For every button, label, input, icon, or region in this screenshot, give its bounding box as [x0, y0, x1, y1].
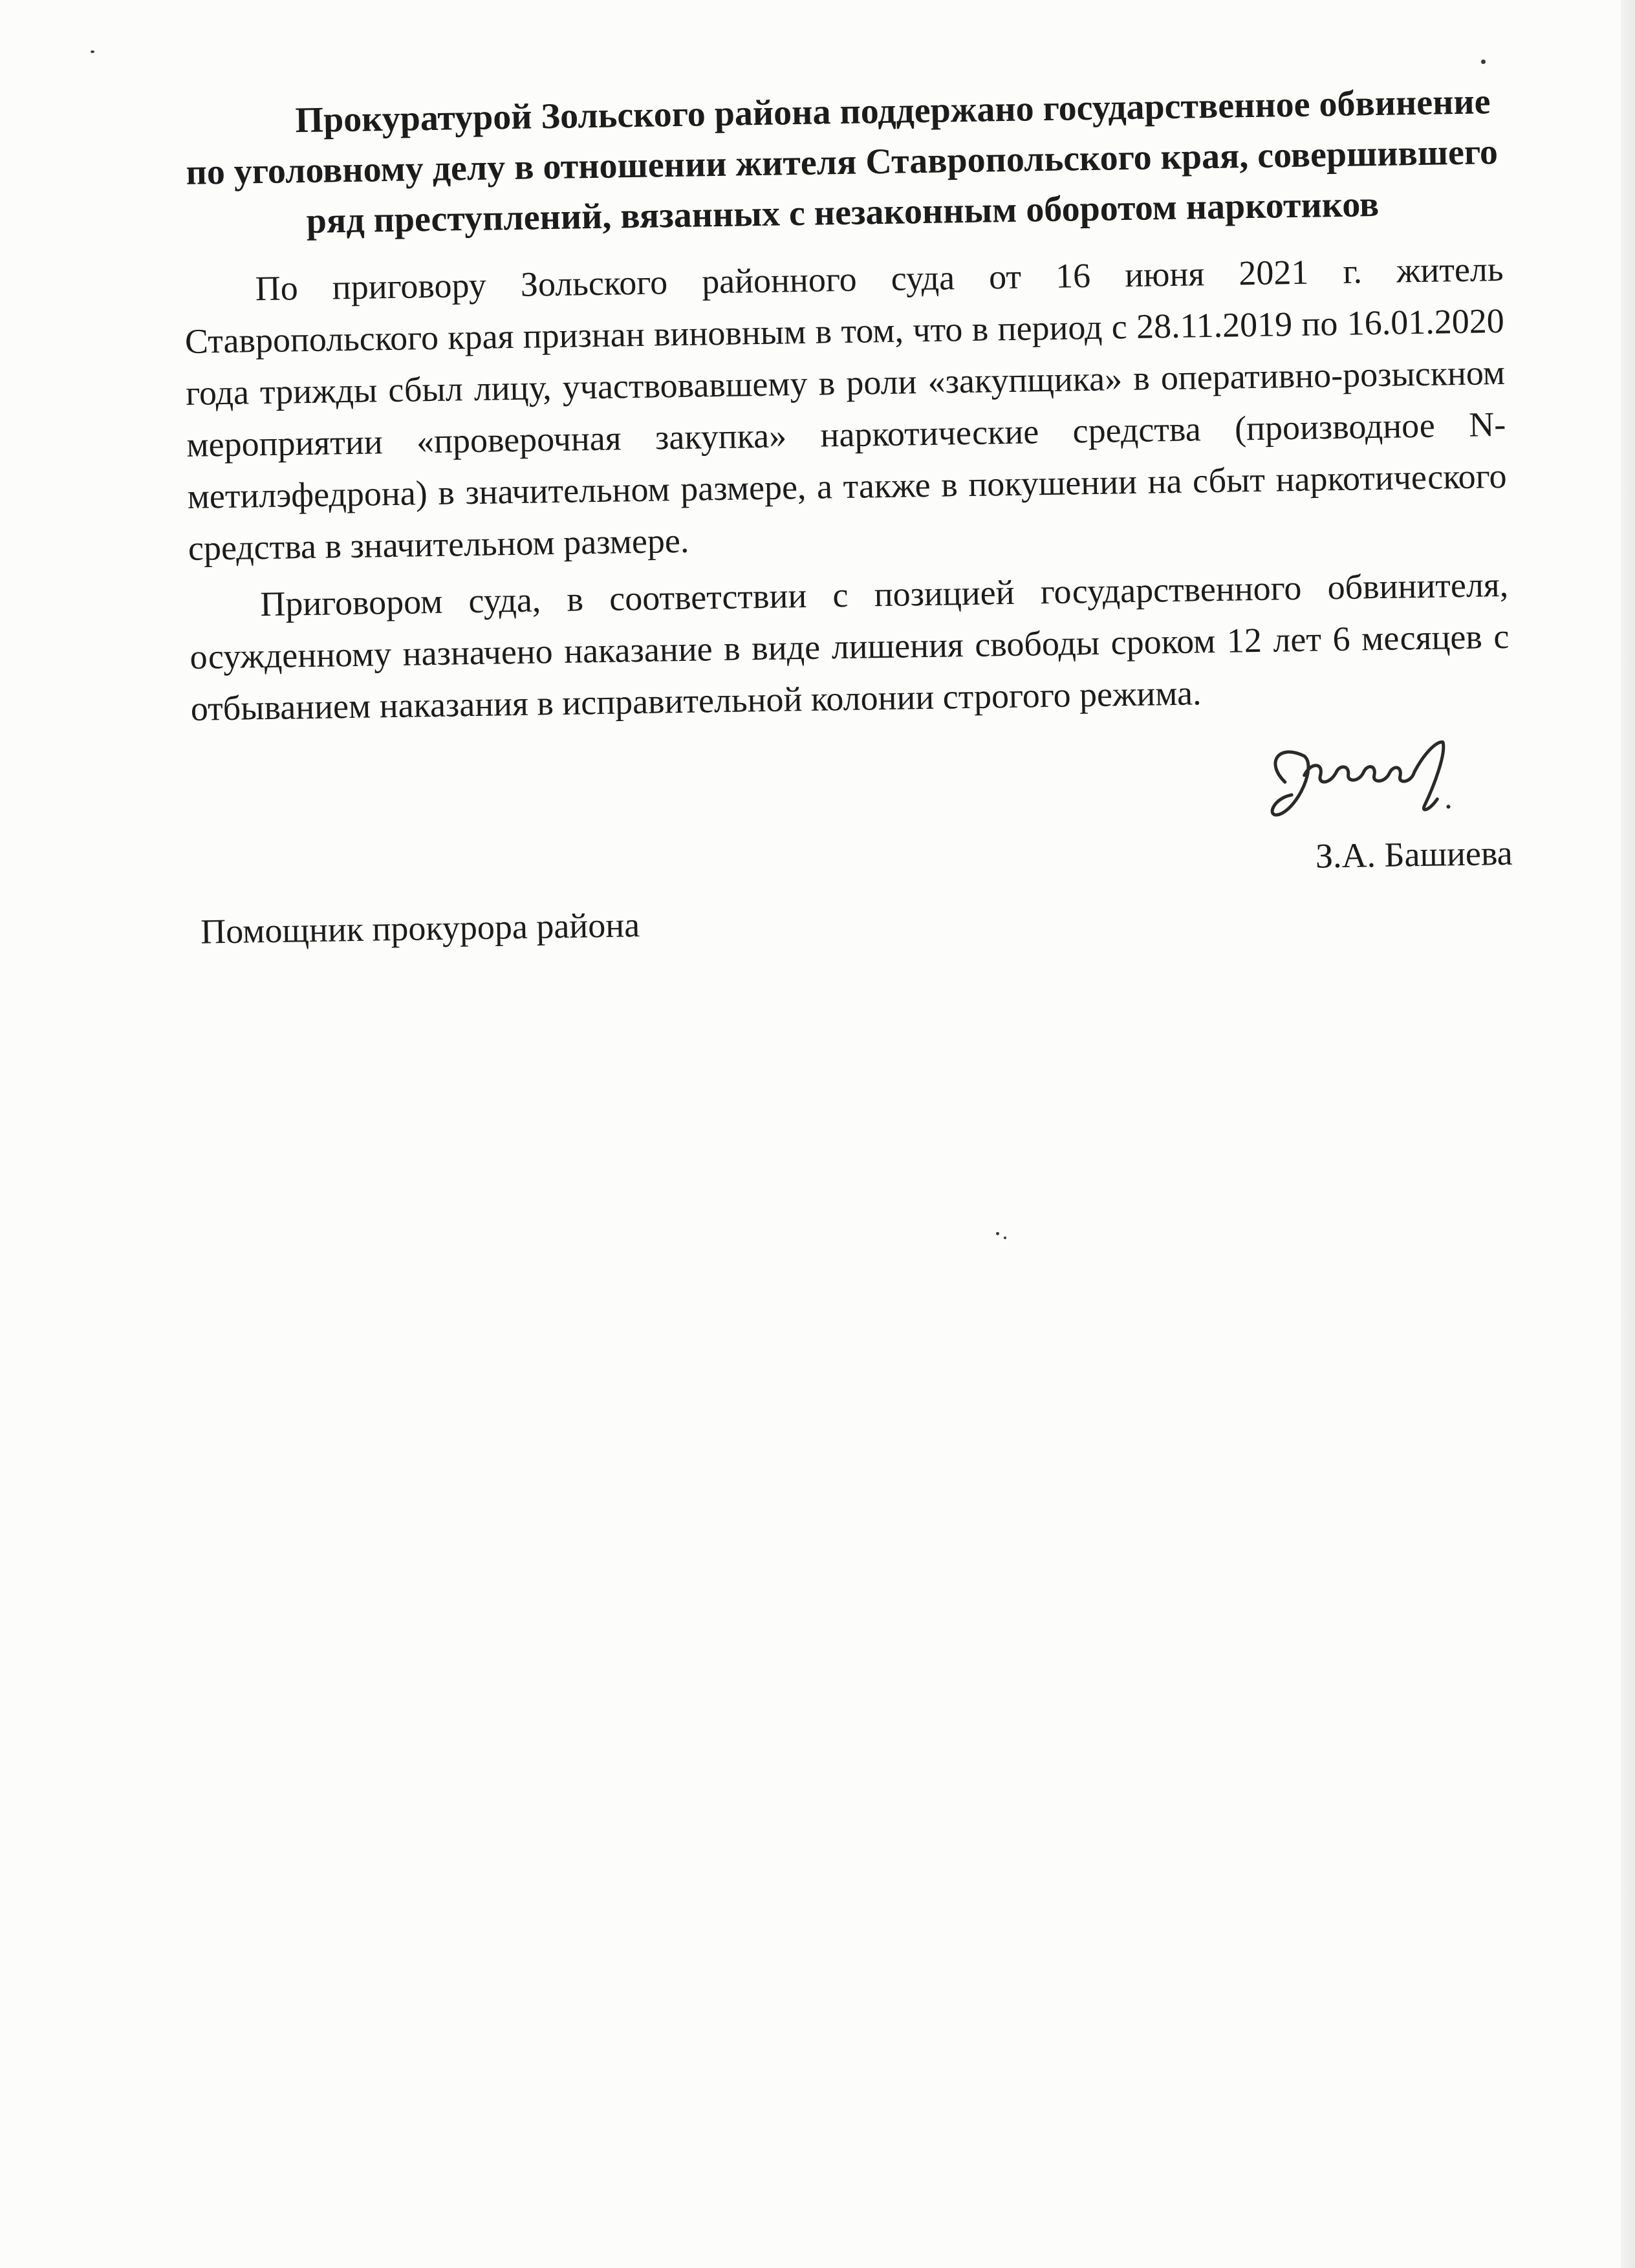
scan-speck — [1481, 59, 1486, 64]
paragraph-verdict: По приговору Зольского районного суда от 16 июня 2021 г. житель Ставропольского края признан виновным в том, что в период с 28.11.2019 по 16.01.2020 года трижды сбыл лицу, участвовавшему в роли «закупщика» в оперативно-розыскном мероприятии «проверочная закупка» наркотические средства (производное N-метилэфедрона) в значительном размере, а также в покушении на сбыт наркотического средства в значительном размере. — [184, 249, 1507, 568]
signer-name: З.А. Башиева — [1315, 833, 1513, 876]
scan-speck — [1004, 1237, 1006, 1239]
handwritten-signature — [1259, 734, 1467, 834]
document-body — [181, 76, 1513, 951]
paragraph-sentence: Приговором суда, в соответствии с позицией государственного обвинителя, осужденному назначено наказание в виде лишения свободы сроком 12 лет 6 месяцев с отбыванием наказания в исправительной колонии строгого режима. — [189, 565, 1510, 728]
scan-speck — [91, 50, 94, 53]
scan-edge-shadow — [1621, 0, 1635, 2268]
signer-role: Помощник прокурора района — [200, 905, 640, 951]
scan-speck — [996, 1232, 999, 1235]
signature-block — [191, 733, 1513, 951]
document-title: Прокуратурой Зольского района поддержано государственное обвинение по уголовному делу в отношении жителя Ставропольского края, совершившего ряд преступлений, вязанных с незаконным оборотом наркотиков — [186, 81, 1499, 241]
